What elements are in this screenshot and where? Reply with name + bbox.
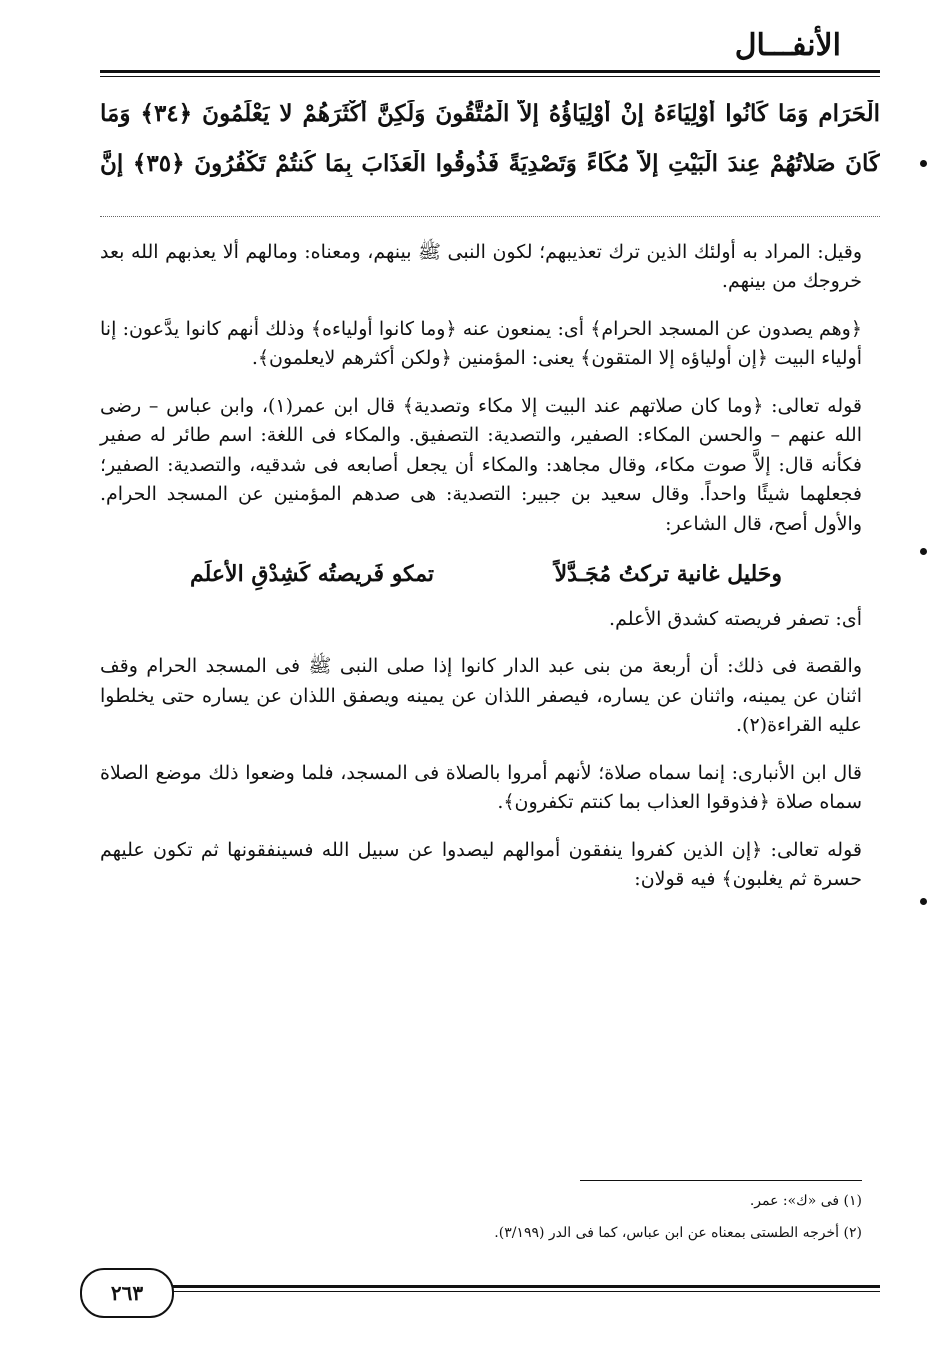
chapter-header-title: الأنفـــال	[734, 28, 841, 63]
paragraph: ﴿وهم يصدون عن المسجد الحرام﴾ أى: يمنعون عنه ﴿وما كانوا أولياءه﴾ وذلك أنهم كانوا يدَّعون: إنا أولياء البيت ﴿إن أولياؤه إلا المتقون﴾ يعنى: المؤمنين ﴿ولكن أكثرهم لايعلمون﴾.	[100, 317, 862, 370]
paragraph: أى: تصفر فريصته كشدق الأعلم.	[609, 608, 862, 631]
poetry-verse	[100, 557, 862, 591]
page-number: ٢٦٣	[80, 1268, 174, 1318]
footer-rule-thick	[170, 1285, 880, 1288]
footnote: (٢) أخرجه الطستى بمعناه عن ابن عباس، كما فى الدر (٣/١٩٩).	[494, 1225, 862, 1242]
paragraph: قال ابن الأنبارى: إنما سماه صلاة؛ لأنهم أمروا بالصلاة فى المسجد، فلما وضعوا ذلك موضع الصلاة سماه صلاة ﴿فذوقوا العذاب بما كنتم تكفرون﴾.	[100, 761, 862, 814]
footnotes	[100, 1190, 862, 1255]
quran-verse-line-1: الْحَرَامِ وَمَا كَانُوا أَوْلِيَاءَهُ إِنْ أَوْلِيَاؤُهُ إِلاَّ الْمُتَّقُونَ وَلَكِنَّ أَكْثَرَهُمْ لا يَعْلَمُونَ ﴿٣٤﴾ وَمَا	[100, 100, 880, 127]
margin-bullet	[920, 160, 927, 167]
header-rule-thin	[100, 76, 880, 77]
header-rule-thick	[100, 70, 880, 73]
margin-bullet	[920, 548, 927, 555]
paragraph: قوله تعالى: ﴿إن الذين كفروا ينفقون أموالهم ليصدوا عن سبيل الله فسينفقونها ثم تكون عليهم حسرة ثم يغلبون﴾ فيه قولان:	[100, 838, 862, 891]
quran-separator	[100, 216, 880, 217]
poem-second-hemistich: تمكو فَريصتُه كَشِدْقِ الأعلَم	[190, 560, 435, 587]
margin-bullet	[920, 898, 927, 905]
paragraph: قوله تعالى: ﴿وما كان صلاتهم عند البيت إلا مكاء وتصدية﴾ قال ابن عمر(١)، وابن عباس – رضى الله عنهم – والحسن المكاء: الصفير، والتصدية: التصفيق. والمكاء فى اللغة: اسم طائر له صفير فكأنه قال: إلاَّ صوت مكاء، وقال مجاهد: والمكاء أن يجعل أصابعه فى شدقيه، والتصدية: الصفير؛ فجعلهما شيئًا واحداً. وقال سعيد بن جبير: التصدية: هى صدهم المؤمنين عن المسجد الحرام. والأول أصح، قال الشاعر:	[100, 394, 863, 535]
paragraph: وقيل: المراد به أولئك الذين ترك تعذيبهم؛ لكون النبى ﷺ بينهم، ومعناه: ومالهم ألا يعذبهم الله بعد خروجك من بينهم.	[100, 241, 862, 293]
footer-rule-thin	[170, 1291, 880, 1292]
commentary-body	[100, 238, 862, 913]
poem-first-hemistich: وحَليل غانية تركتُ مُجَـدَّلاً	[554, 560, 782, 587]
paragraph: والقصة فى ذلك: أن أربعة من بنى عبد الدار كانوا إذا صلى النبى ﷺ فى المسجد الحرام وقف اثنان عن يمينه، واثنان عن يساره، فيصفر اللذان عن يمينه ويصفق اللذان عن يساره حتى يخلطوا عليه القراءة(٢).	[100, 655, 862, 737]
footnote-separator	[580, 1180, 862, 1181]
quran-verse-line-2: كَانَ صَلاتُهُمْ عِندَ الْبَيْتِ إِلاَّ مُكَاءً وَتَصْدِيَةً فَذُوقُوا الْعَذَابَ بِمَا كُنتُمْ تَكْفُرُونَ ﴿٣٥﴾ إِنَّ	[100, 150, 880, 177]
footnote: (١) فى «ك»: عمر.	[749, 1193, 862, 1209]
